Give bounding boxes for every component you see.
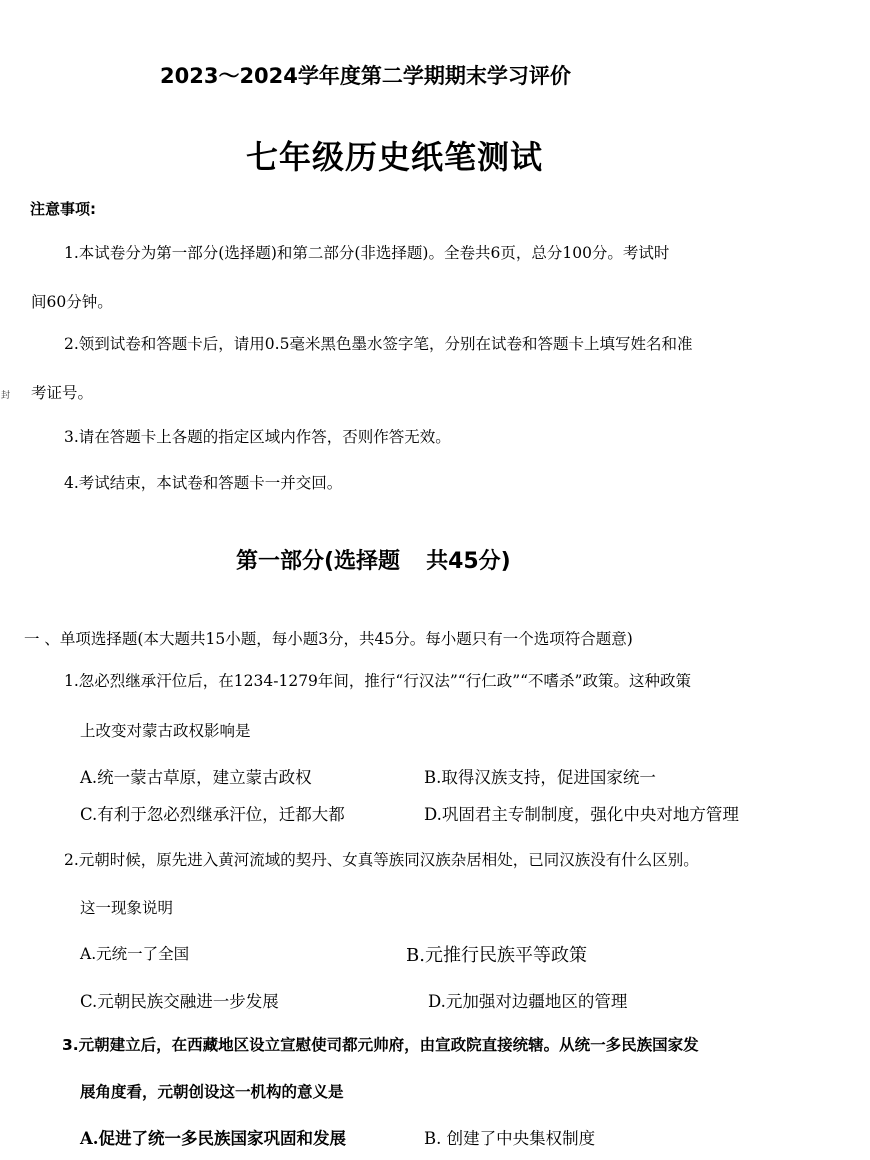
question-1-stem-line2: 上改变对蒙古政权影响是 [80,722,251,740]
question-2-option-a: A.元统一了全国 [80,945,190,963]
question-2-option-b: B.元推行民族平等政策 [406,945,587,966]
question-1-option-b: B.取得汉族支持，促进国家统一 [424,768,656,787]
question-1-stem-line1: 1.忽必烈继承汗位后，在1234-1279年间，推行“行汉法”“行仁政”“不嗜杀”政策。这种政策 [64,672,691,690]
question-3-stem-line2: 展角度看，元朝创设这一机构的意义是 [80,1083,344,1101]
section-title [236,544,511,575]
term-line: 2023～2024学年度第二学期期末学习评价 [160,64,571,88]
question-1-option-a: A.统一蒙古草原，建立蒙古政权 [80,768,312,787]
notice-item-1-line2: 间60分钟。 [31,293,113,311]
notice-heading: 注意事项: [30,200,96,218]
section-title-right: 共45分) [426,549,511,574]
question-2-option-c: C.元朝民族交融进一步发展 [80,992,279,1011]
question-3-option-b: B. 创建了中央集权制度 [424,1129,596,1148]
section-intro: 一 、单项选择题(本大题共15小题，每小题3分，共45分。每小题只有一个选项符合题意) [24,630,633,648]
question-3-option-a: A.促进了统一多民族国家巩固和发展 [80,1129,347,1148]
question-2-stem-line1: 2.元朝时候，原先进入黄河流域的契丹、女真等族同汉族杂居相处，已同汉族没有什么区别。 [64,851,699,869]
notice-item-1-line1: 1.本试卷分为第一部分(选择题)和第二部分(非选择题)。全卷共6页，总分100分。考试时 [64,244,670,262]
section-title-left: 第一部分(选择题 [236,549,401,574]
binding-margin-mark: 封 [1,391,11,401]
notice-item-2-line2: 考证号。 [31,384,94,402]
question-2-option-d: D.元加强对边疆地区的管理 [428,992,628,1011]
question-1-option-c: C.有利于忽必烈继承汗位，迁都大都 [80,805,345,824]
question-3-stem-line1: 3.元朝建立后，在西藏地区设立宣慰使司都元帅府，由宣政院直接统辖。从统一多民族国家发 [62,1036,699,1054]
question-2-stem-line2: 这一现象说明 [80,899,174,917]
notice-item-3: 3.请在答题卡上各题的指定区域内作答，否则作答无效。 [64,428,451,446]
question-1-option-d: D.巩固君主专制制度，强化中央对地方管理 [424,805,739,824]
notice-item-2-line1: 2.领到试卷和答题卡后，请用0.5毫米黑色墨水签字笔，分别在试卷和答题卡上填写姓名和准 [64,335,693,353]
notice-item-4: 4.考试结束，本试卷和答题卡一并交回。 [64,474,343,492]
page-title: 七年级历史纸笔测试 [246,138,544,176]
